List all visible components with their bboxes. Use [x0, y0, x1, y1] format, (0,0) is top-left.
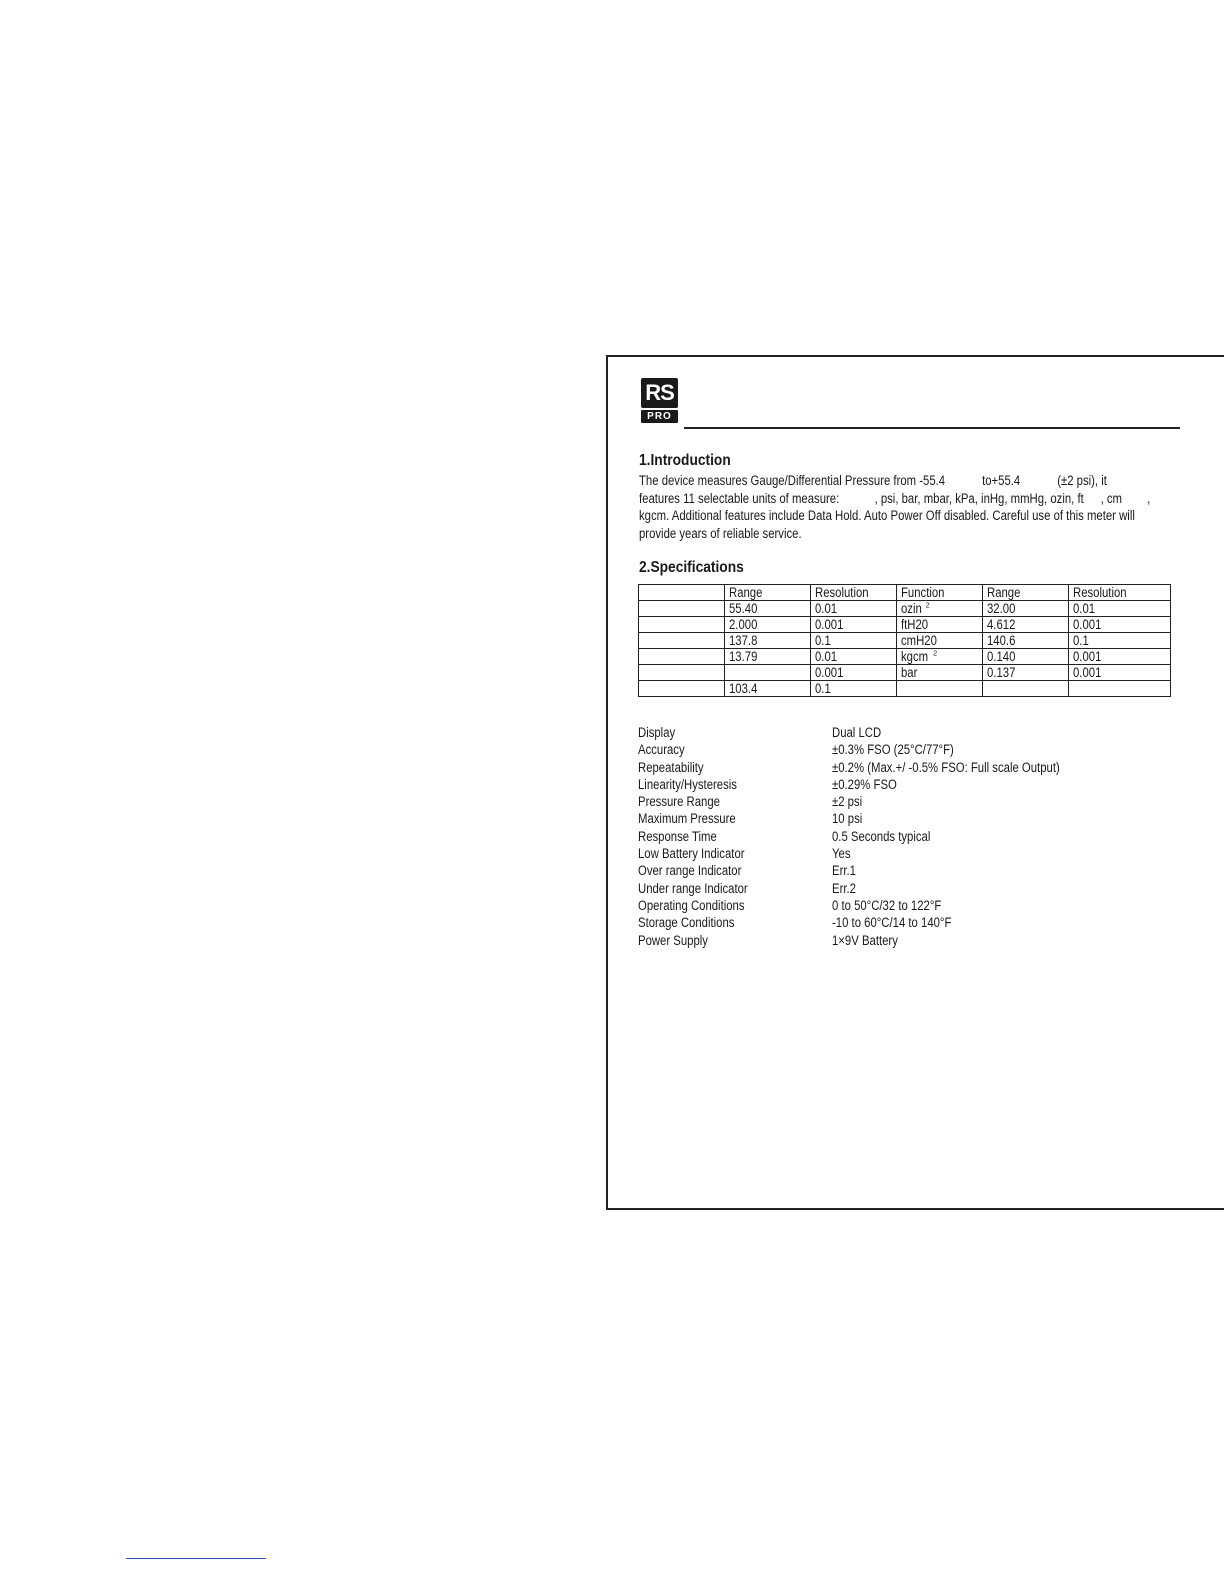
- spec-label: Repeatability: [638, 759, 704, 775]
- cell-text: 0.140: [987, 649, 1016, 664]
- cell-text: ozin: [901, 601, 922, 616]
- cell-text: 103.4: [729, 681, 758, 696]
- spec-label: Storage Conditions: [638, 915, 735, 931]
- spec-value: -10 to 60°C/14 to 140°F: [832, 915, 952, 931]
- table-cell: [1069, 617, 1171, 633]
- logo-pro: PRO: [641, 410, 678, 423]
- table-header-row: [639, 585, 1171, 601]
- cell-text: 0.001: [815, 617, 844, 632]
- table-cell: [1069, 681, 1171, 697]
- cell-text: 140.6: [987, 633, 1016, 648]
- table-cell: [983, 665, 1069, 681]
- cell-text: Range: [729, 585, 763, 600]
- table-cell: [725, 681, 811, 697]
- cell-text: Resolution: [815, 585, 869, 600]
- footer-link-underline: [126, 1558, 266, 1559]
- rs-pro-logo: [641, 378, 678, 423]
- intro-line-1b: to+55.4: [982, 473, 1021, 488]
- spec-value: Yes: [832, 846, 851, 862]
- cell-text: bar: [901, 665, 918, 680]
- table-row: [639, 649, 1171, 665]
- logo-rs: RS: [641, 378, 678, 408]
- range-resolution-table: [638, 584, 1171, 697]
- cell-text: Function: [901, 585, 945, 600]
- table-cell: [983, 681, 1069, 697]
- table-cell: [639, 617, 725, 633]
- header-rule: [684, 427, 1180, 429]
- spec-label: Accuracy: [638, 742, 685, 758]
- spec-label: Under range Indicator: [638, 880, 748, 896]
- table-cell: [639, 681, 725, 697]
- cell-text: 0.001: [1073, 665, 1102, 680]
- cell-text: 13.79: [729, 649, 758, 664]
- table-cell: [897, 681, 983, 697]
- table-header-cell: [983, 585, 1069, 601]
- spec-label: Over range Indicator: [638, 863, 742, 879]
- table-cell: [1069, 601, 1171, 617]
- table-cell: [725, 649, 811, 665]
- table-cell: [983, 633, 1069, 649]
- table-cell: [725, 633, 811, 649]
- cell-text: 0.01: [815, 601, 838, 616]
- intro-line-2d: ,: [1147, 490, 1151, 506]
- table-row: [639, 633, 1171, 649]
- introduction-paragraph: [639, 472, 1177, 542]
- table-cell: [1069, 633, 1171, 649]
- table-cell: [639, 601, 725, 617]
- cell-text: 32.00: [987, 601, 1016, 616]
- spec-value: ±0.2% (Max.+/ -0.5% FSO: Full scale Output): [832, 759, 1060, 775]
- intro-line-1c: (±2 psi), it: [1057, 473, 1107, 488]
- table-header-cell: [639, 585, 725, 601]
- table-cell: [897, 649, 983, 665]
- cell-text: 4.612: [987, 617, 1016, 632]
- spec-label: Pressure Range: [638, 794, 720, 810]
- introduction-heading: 1.Introduction: [639, 452, 731, 469]
- table-cell: [725, 601, 811, 617]
- cell-text: 0.1: [815, 681, 831, 696]
- intro-line-1: [639, 472, 1177, 490]
- table-cell: [811, 681, 897, 697]
- intro-line-2: [639, 490, 1177, 508]
- intro-line-2b: , psi, bar, mbar, kPa, inHg, mmHg, ozin, ft: [874, 490, 1084, 506]
- cell-text: 0.001: [1073, 617, 1102, 632]
- table-row: [639, 665, 1171, 681]
- spec-label: Linearity/Hysteresis: [638, 776, 737, 792]
- table-cell: [811, 633, 897, 649]
- table-row: [639, 601, 1171, 617]
- table-cell: [897, 617, 983, 633]
- intro-line-2c: , cm: [1100, 490, 1122, 506]
- spec-value: ±0.29% FSO: [832, 776, 897, 792]
- cell-text: 55.40: [729, 601, 758, 616]
- spec-value: 1×9V Battery: [832, 932, 898, 948]
- table-cell: [639, 649, 725, 665]
- table-cell: [811, 665, 897, 681]
- table-cell: [725, 665, 811, 681]
- table-cell: [811, 617, 897, 633]
- spec-label: Low Battery Indicator: [638, 846, 745, 862]
- cell-text: 0.001: [1073, 649, 1102, 664]
- table-row: [639, 617, 1171, 633]
- cell-text: 0.001: [815, 665, 844, 680]
- table-cell: [811, 649, 897, 665]
- spec-label: Response Time: [638, 828, 717, 844]
- cell-text: 0.137: [987, 665, 1016, 680]
- intro-line-1a: The device measures Gauge/Differential Pressure from -55.4: [639, 473, 946, 488]
- cell-superscript: 2: [933, 650, 938, 658]
- cell-superscript: 2: [925, 602, 930, 610]
- spec-label: Display: [638, 725, 676, 740]
- cell-text: Range: [987, 585, 1021, 600]
- table-cell: [983, 601, 1069, 617]
- intro-line-2a: features 11 selectable units of measure:: [639, 490, 840, 506]
- spec-value: ±2 psi: [832, 794, 863, 810]
- spec-value: Dual LCD: [832, 725, 882, 740]
- table-header-cell: [1069, 585, 1171, 601]
- cell-text: 0.01: [815, 649, 838, 664]
- spec-label: Operating Conditions: [638, 897, 745, 913]
- cell-text: 0.1: [1073, 633, 1089, 648]
- table-cell: [725, 617, 811, 633]
- intro-line-4: provide years of reliable service.: [639, 525, 802, 541]
- spec-label: Power Supply: [638, 932, 708, 948]
- table-cell: [897, 601, 983, 617]
- table-cell: [897, 633, 983, 649]
- table-cell: [639, 633, 725, 649]
- table-header-cell: [811, 585, 897, 601]
- intro-line-3: kgcm. Additional features include Data Hold. Auto Power Off disabled. Careful use of this meter will: [639, 508, 1135, 523]
- table-cell: [1069, 665, 1171, 681]
- spec-value: ±0.3% FSO (25°C/77°F): [832, 742, 954, 758]
- spec-value: 0.5 Seconds typical: [832, 828, 931, 844]
- cell-text: 0.1: [815, 633, 831, 648]
- spec-label: Maximum Pressure: [638, 811, 736, 827]
- table-header-cell: [725, 585, 811, 601]
- cell-text: 2.000: [729, 617, 758, 632]
- cell-text: 0.01: [1073, 601, 1096, 616]
- spec-value: Err.1: [832, 863, 856, 879]
- cell-text: ftH20: [901, 617, 929, 632]
- cell-text: cmH20: [901, 633, 937, 648]
- cell-text: Resolution: [1073, 585, 1127, 600]
- table-header-cell: [897, 585, 983, 601]
- table-row: [639, 681, 1171, 697]
- spec-value: 10 psi: [832, 811, 863, 827]
- spec-value: 0 to 50°C/32 to 122°F: [832, 897, 942, 913]
- table-cell: [983, 649, 1069, 665]
- spec-value: Err.2: [832, 880, 856, 896]
- cell-text: kgcm: [901, 649, 929, 664]
- table-cell: [1069, 649, 1171, 665]
- table-cell: [639, 665, 725, 681]
- specifications-heading: 2.Specifications: [639, 559, 744, 576]
- table-cell: [811, 601, 897, 617]
- cell-text: 137.8: [729, 633, 758, 648]
- table-cell: [897, 665, 983, 681]
- table-cell: [983, 617, 1069, 633]
